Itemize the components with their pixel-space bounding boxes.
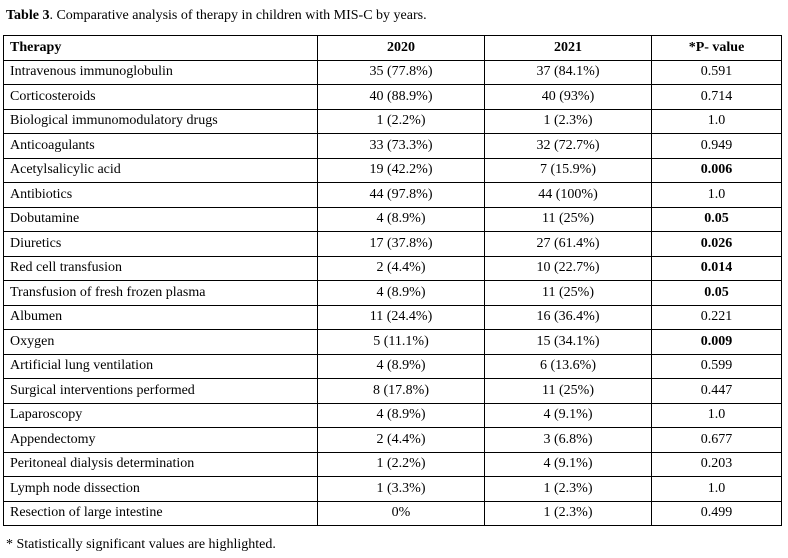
therapy-cell: Resection of large intestine: [4, 501, 318, 526]
value-2020-cell: 4 (8.9%): [318, 354, 485, 379]
therapy-cell: Antibiotics: [4, 183, 318, 208]
therapy-cell: Appendectomy: [4, 428, 318, 453]
value-2020-cell: 2 (4.4%): [318, 428, 485, 453]
value-2021-cell: 4 (9.1%): [485, 452, 652, 477]
value-2020-cell: 33 (73.3%): [318, 134, 485, 159]
p-value-cell: 0.591: [652, 60, 782, 85]
p-value-cell: 1.0: [652, 403, 782, 428]
p-value-cell: 0.714: [652, 85, 782, 110]
value-2021-cell: 4 (9.1%): [485, 403, 652, 428]
value-2021-cell: 16 (36.4%): [485, 305, 652, 330]
value-2020-cell: 4 (8.9%): [318, 403, 485, 428]
value-2021-cell: 37 (84.1%): [485, 60, 652, 85]
table-row: [4, 330, 782, 355]
value-2020-cell: 44 (97.8%): [318, 183, 485, 208]
table-caption-text: . Comparative analysis of therapy in children with MIS-C by years.: [49, 8, 427, 23]
value-2021-cell: 1 (2.3%): [485, 109, 652, 134]
therapy-cell: Dobutamine: [4, 207, 318, 232]
p-value-cell: 0.026: [652, 232, 782, 257]
p-value-cell: 0.447: [652, 379, 782, 404]
value-2020-cell: 19 (42.2%): [318, 158, 485, 183]
value-2020-cell: 40 (88.9%): [318, 85, 485, 110]
therapy-cell: Transfusion of fresh frozen plasma: [4, 281, 318, 306]
p-value-cell: 0.203: [652, 452, 782, 477]
value-2020-cell: 11 (24.4%): [318, 305, 485, 330]
table-row: [4, 85, 782, 110]
value-2021-cell: 44 (100%): [485, 183, 652, 208]
value-2021-cell: 15 (34.1%): [485, 330, 652, 355]
therapy-cell: Laparoscopy: [4, 403, 318, 428]
footnote: * Statistically significant values are highlighted.: [6, 537, 276, 552]
table-row: [4, 109, 782, 134]
therapy-cell: Anticoagulants: [4, 134, 318, 159]
value-2020-cell: 5 (11.1%): [318, 330, 485, 355]
value-2021-cell: 27 (61.4%): [485, 232, 652, 257]
value-2021-cell: 10 (22.7%): [485, 256, 652, 281]
therapy-cell: Intravenous immunoglobulin: [4, 60, 318, 85]
table-body: [4, 60, 782, 526]
table-caption: [6, 7, 427, 25]
table-row: [4, 501, 782, 526]
value-2020-cell: 17 (37.8%): [318, 232, 485, 257]
table-row: [4, 379, 782, 404]
therapy-cell: Oxygen: [4, 330, 318, 355]
table-header: [4, 36, 782, 61]
p-value-cell: 0.009: [652, 330, 782, 355]
table-row: [4, 158, 782, 183]
therapy-cell: Peritoneal dialysis determination: [4, 452, 318, 477]
value-2020-cell: 0%: [318, 501, 485, 526]
p-value-cell: 1.0: [652, 109, 782, 134]
value-2021-cell: 11 (25%): [485, 379, 652, 404]
value-2020-cell: 4 (8.9%): [318, 281, 485, 306]
table-caption-label: Table 3: [6, 8, 50, 23]
therapy-comparison-table: [3, 35, 782, 526]
therapy-cell: Red cell transfusion: [4, 256, 318, 281]
therapy-cell: Corticosteroids: [4, 85, 318, 110]
therapy-cell: Biological immunomodulatory drugs: [4, 109, 318, 134]
table-row: [4, 207, 782, 232]
table-row: [4, 60, 782, 85]
table-row: [4, 428, 782, 453]
p-value-cell: 0.014: [652, 256, 782, 281]
table-row: [4, 477, 782, 502]
p-value-cell: 0.006: [652, 158, 782, 183]
value-2021-cell: 11 (25%): [485, 281, 652, 306]
table-row: [4, 134, 782, 159]
table-row: [4, 183, 782, 208]
p-value-cell: 0.05: [652, 207, 782, 232]
table-row: [4, 256, 782, 281]
p-value-cell: 1.0: [652, 477, 782, 502]
table-row: [4, 354, 782, 379]
p-value-cell: 0.221: [652, 305, 782, 330]
value-2021-cell: 40 (93%): [485, 85, 652, 110]
header-p-value: *P- value: [652, 36, 782, 61]
p-value-cell: 0.949: [652, 134, 782, 159]
value-2020-cell: 2 (4.4%): [318, 256, 485, 281]
value-2020-cell: 1 (2.2%): [318, 109, 485, 134]
header-2020: 2020: [318, 36, 485, 61]
table-row: [4, 232, 782, 257]
therapy-cell: Artificial lung ventilation: [4, 354, 318, 379]
table-row: [4, 403, 782, 428]
table-row: [4, 281, 782, 306]
value-2021-cell: 6 (13.6%): [485, 354, 652, 379]
header-therapy: Therapy: [4, 36, 318, 61]
value-2021-cell: 11 (25%): [485, 207, 652, 232]
p-value-cell: 1.0: [652, 183, 782, 208]
p-value-cell: 0.499: [652, 501, 782, 526]
value-2020-cell: 1 (2.2%): [318, 452, 485, 477]
therapy-cell: Lymph node dissection: [4, 477, 318, 502]
value-2020-cell: 4 (8.9%): [318, 207, 485, 232]
value-2020-cell: 1 (3.3%): [318, 477, 485, 502]
therapy-cell: Acetylsalicylic acid: [4, 158, 318, 183]
value-2021-cell: 1 (2.3%): [485, 477, 652, 502]
therapy-cell: Albumen: [4, 305, 318, 330]
value-2021-cell: 1 (2.3%): [485, 501, 652, 526]
p-value-cell: 0.677: [652, 428, 782, 453]
header-row: [4, 36, 782, 61]
table-row: [4, 305, 782, 330]
header-2021: 2021: [485, 36, 652, 61]
value-2021-cell: 32 (72.7%): [485, 134, 652, 159]
therapy-cell: Diuretics: [4, 232, 318, 257]
table-row: [4, 452, 782, 477]
p-value-cell: 0.599: [652, 354, 782, 379]
value-2021-cell: 3 (6.8%): [485, 428, 652, 453]
therapy-cell: Surgical interventions performed: [4, 379, 318, 404]
value-2020-cell: 35 (77.8%): [318, 60, 485, 85]
p-value-cell: 0.05: [652, 281, 782, 306]
value-2020-cell: 8 (17.8%): [318, 379, 485, 404]
value-2021-cell: 7 (15.9%): [485, 158, 652, 183]
